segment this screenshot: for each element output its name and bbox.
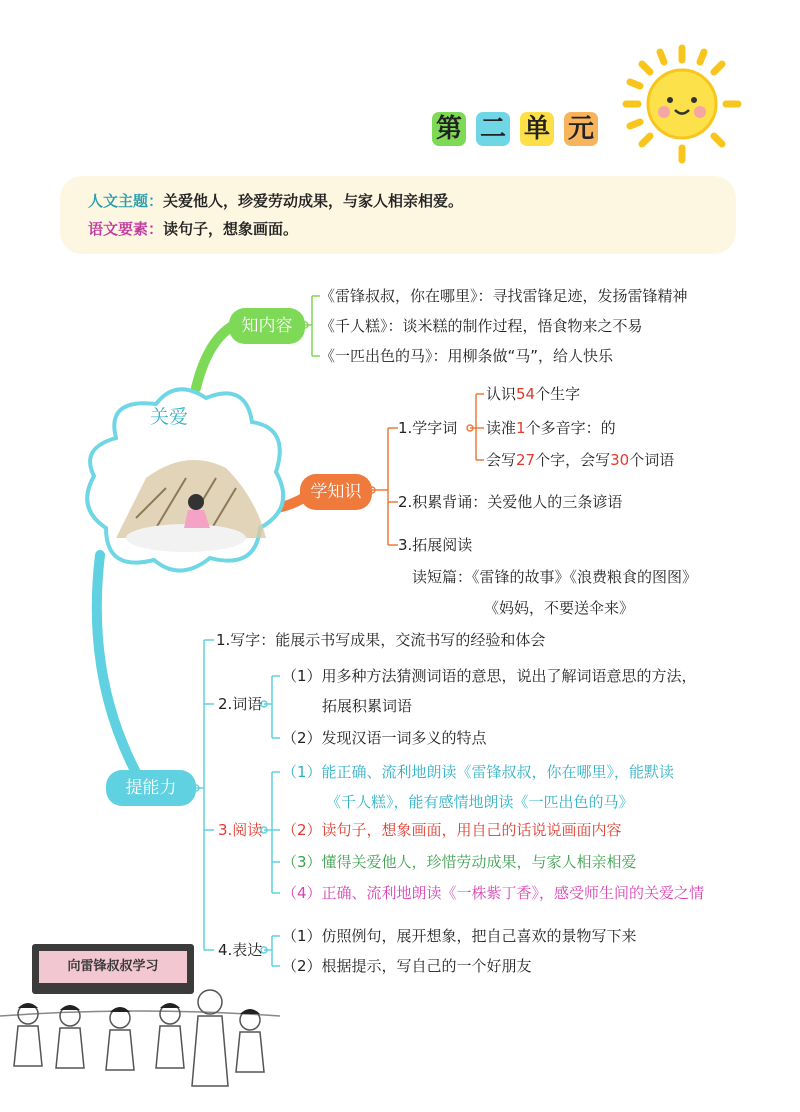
theme-label-humanity: 人文主题：	[88, 192, 164, 210]
unit-title-char-1: 第	[432, 112, 466, 146]
ability-read-1a: （1）能正确、流利地朗读《雷锋叔叔，你在哪里》，能默读	[282, 763, 675, 781]
count-polyphone: 1	[516, 419, 526, 437]
content-item-2: 《千人糕》：谈米糕的制作过程，悟食物来之不易	[320, 317, 643, 335]
unit-title-char-3: 单	[520, 112, 554, 146]
theme-text-language: 读句子，想象画面。	[163, 220, 299, 238]
ability-words: 2.词语	[218, 695, 263, 713]
ability-read-2: （2）读句子，想象画面，用自己的话说说画面内容	[282, 821, 622, 839]
knowledge-reading-1: 读短篇：《雷锋的故事》《浪费粮食的图图》	[412, 568, 698, 586]
count-write-chars: 27	[516, 451, 536, 469]
ability-words-1b: 拓展积累词语	[322, 697, 413, 715]
theme-label-language: 语文要素：	[88, 220, 164, 238]
ability-express-1: （1）仿照例句，展开想象，把自己喜欢的景物写下来	[282, 927, 637, 945]
ability-words-1a: （1）用多种方法猜测词语的意思，说出了解词语意思的方法，	[282, 667, 697, 685]
branch-node-ability: 提能力	[106, 770, 196, 806]
unit-title-char-2: 二	[476, 112, 510, 146]
ability-write: 1.写字：能展示书写成果，交流书写的经验和体会	[216, 631, 546, 649]
knowledge-sub-polyphone: 读准1个多音字：的	[486, 419, 616, 437]
content-item-1: 《雷锋叔叔，你在哪里》：寻找雷锋足迹，发扬雷锋精神	[320, 287, 688, 305]
unit-title-char-4: 元	[564, 112, 598, 146]
count-write-words: 30	[610, 451, 630, 469]
knowledge-sub-recognize: 认识54个生字	[486, 385, 581, 403]
content-item-3: 《一匹出色的马》：用柳条做“马”，给人快乐	[320, 347, 614, 365]
chalkboard-sign-text: 向雷锋叔叔学习	[39, 951, 187, 983]
ability-read-3: （3）懂得关爱他人，珍惜劳动成果，与家人相亲相爱	[282, 853, 637, 871]
knowledge-item-extend: 3.拓展阅读	[398, 536, 473, 554]
ability-express: 4.表达	[218, 941, 263, 959]
count-recognize: 54	[516, 385, 536, 403]
ability-express-2: （2）根据提示，写自己的一个好朋友	[282, 957, 532, 975]
ability-words-2: （2）发现汉语一词多义的特点	[282, 729, 487, 747]
knowledge-item-words: 1.学字词	[398, 419, 458, 437]
branch-node-knowledge: 学知识	[300, 474, 372, 510]
center-label: 关爱	[150, 406, 189, 428]
ability-read-1b: 《千人糕》，能有感情地朗读《一匹出色的马》	[326, 793, 634, 811]
knowledge-item-recite: 2.积累背诵：关爱他人的三条谚语	[398, 493, 623, 511]
knowledge-sub-write: 会写27个字，会写30个词语	[486, 451, 675, 469]
ability-reading: 3.阅读	[218, 821, 263, 839]
ability-read-4: （4）正确、流利地朗读《一株紫丁香》，感受师生间的关爱之情	[282, 884, 705, 902]
children-illustration	[0, 976, 280, 1106]
knowledge-reading-2: 《妈妈，不要送伞来》	[484, 599, 635, 617]
branch-node-content: 知内容	[229, 308, 305, 344]
theme-text-humanity: 关爱他人，珍爱劳动成果，与家人相亲相爱。	[163, 192, 464, 210]
